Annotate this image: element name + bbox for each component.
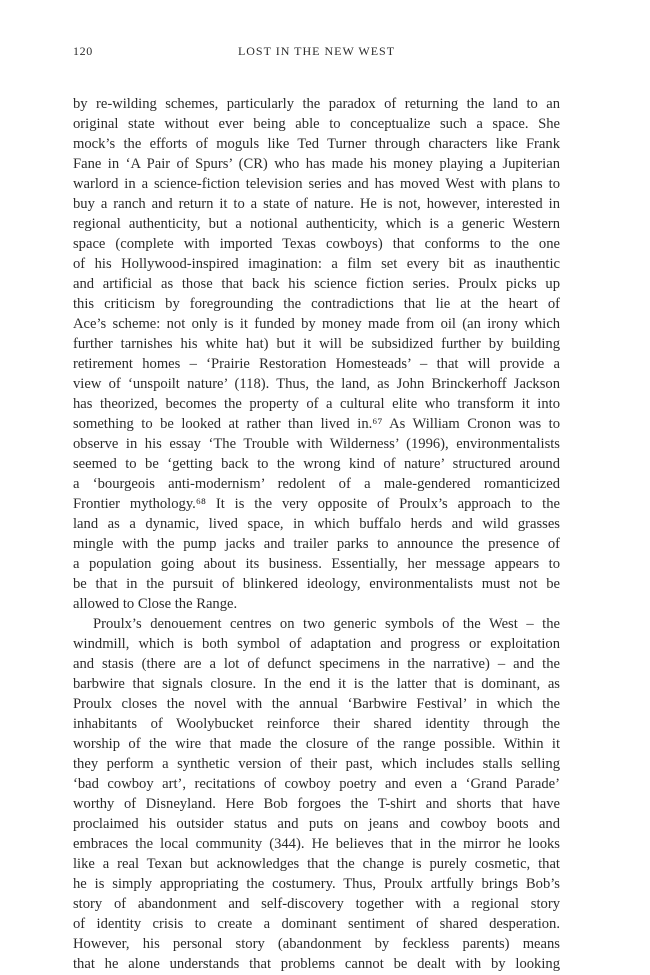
text-line: barbwire that signals closure. In the end it is the latter that is dominant, as — [73, 676, 560, 692]
text-line: view of ‘unspoilt nature’ (118). Thus, the land, as John Brinckerhoff Jackson — [73, 376, 560, 392]
text-line: original state without ever being able to conceptualize such a space. She — [73, 116, 560, 132]
text-line: Proulx’s denouement centres on two generic symbols of the West – the — [93, 616, 560, 632]
text-line: they perform a synthetic version of their past, which includes stalls selling — [73, 756, 560, 772]
text-line: ‘bad cowboy art’, recitations of cowboy poetry and even a ‘Grand Parade’ — [73, 776, 560, 792]
text-line: this criticism by foregrounding the contradictions that lie at the heart of — [73, 296, 560, 312]
text-line: that he alone understands that problems cannot be dealt with by looking — [73, 956, 560, 972]
text-line: Proulx closes the novel with the annual ‘Barbwire Festival’ in which the — [73, 696, 560, 712]
text-line: However, his personal story (abandonment by feckless parents) means — [73, 936, 560, 952]
text-line: buy a ranch and return it to a state of nature. He is not, however, interested in — [73, 196, 560, 212]
text-line: windmill, which is both symbol of adaptation and progress or exploitation — [73, 636, 560, 652]
paragraph — [73, 614, 560, 974]
text-line: space (complete with imported Texas cowboys) that conforms to the one — [73, 236, 560, 252]
text-line: proclaimed his outsider status and puts on jeans and cowboy boots and — [73, 816, 560, 832]
text-line: mock’s the efforts of moguls like Ted Turner through characters like Frank — [73, 136, 560, 152]
text-line: of identity crisis to create a dominant sentiment of shared desperation. — [73, 916, 560, 932]
text-line: mingle with the pump jacks and trailer parks to announce the presence of — [73, 536, 560, 552]
text-line: he is simply appropriating the costumery. Thus, Proulx artfully brings Bob’s — [73, 876, 560, 892]
text-line: worthy of Disneyland. Here Bob forgoes the T-shirt and shorts that have — [73, 796, 560, 812]
text-line: warlord in a science-fiction television series and has moved West with plans to — [73, 176, 560, 192]
text-line: and artificial as those that back his science fiction series. Proulx picks up — [73, 276, 560, 292]
text-line: worship of the wire that made the closure of the range possible. Within it — [73, 736, 560, 752]
text-line: story of abandonment and self-discovery together with a regional story — [73, 896, 560, 912]
text-line: land as a dynamic, lived space, in which buffalo herds and wild grasses — [73, 516, 560, 532]
text-line: something to be looked at rather than lived in.⁶⁷ As William Cronon was to — [73, 416, 560, 432]
paragraph — [73, 94, 560, 614]
text-line: Fane in ‘A Pair of Spurs’ (CR) who has made his money playing a Jupiterian — [73, 156, 560, 172]
text-line: embraces the local community (344). He believes that in the mirror he looks — [73, 836, 560, 852]
text-line: a ‘bourgeois anti-modernism’ redolent of a male-gendered romanticized — [73, 476, 560, 492]
text-line: further tarnishes his white hat) but it will be subsidized further by building — [73, 336, 560, 352]
text-line: a population going about its business. Essentially, her message appears to — [73, 556, 560, 572]
text-line: Frontier mythology.⁶⁸ It is the very opposite of Proulx’s approach to the — [73, 496, 560, 512]
text-line: and stasis (there are a lot of defunct specimens in the narrative) – and the — [73, 656, 560, 672]
text-line: be that in the pursuit of blinkered ideology, environmentalists must not be — [73, 576, 560, 592]
text-line: allowed to Close the Range. — [73, 596, 238, 612]
text-line: observe in his essay ‘The Trouble with Wilderness’ (1996), environmentalists — [73, 436, 560, 452]
text-line: retirement homes – ‘Prairie Restoration Homesteads’ – that will provide a — [73, 356, 560, 372]
page-number: 120 — [73, 44, 93, 58]
text-line: inhabitants of Woolybucket reinforce their shared identity through the — [73, 716, 560, 732]
text-line: by re-wilding schemes, particularly the paradox of returning the land to an — [73, 96, 560, 112]
text-line: like a real Texan but acknowledges that the change is purely cosmetic, that — [73, 856, 560, 872]
text-line: of his Hollywood-inspired imagination: a film set every bit as inauthentic — [73, 256, 560, 272]
body-text — [73, 94, 560, 974]
text-line: has theorized, becomes the property of a cultural elite who transform it into — [73, 396, 560, 412]
running-head — [73, 44, 560, 62]
running-title: LOST IN THE NEW WEST — [237, 44, 396, 58]
text-line: Ace’s scheme: not only is it funded by money made from oil (an irony which — [73, 316, 560, 332]
text-line: regional authenticity, but a notional authenticity, which is a generic Western — [73, 216, 560, 232]
text-line: seemed to be ‘getting back to the wrong kind of nature’ structured around — [73, 456, 560, 472]
